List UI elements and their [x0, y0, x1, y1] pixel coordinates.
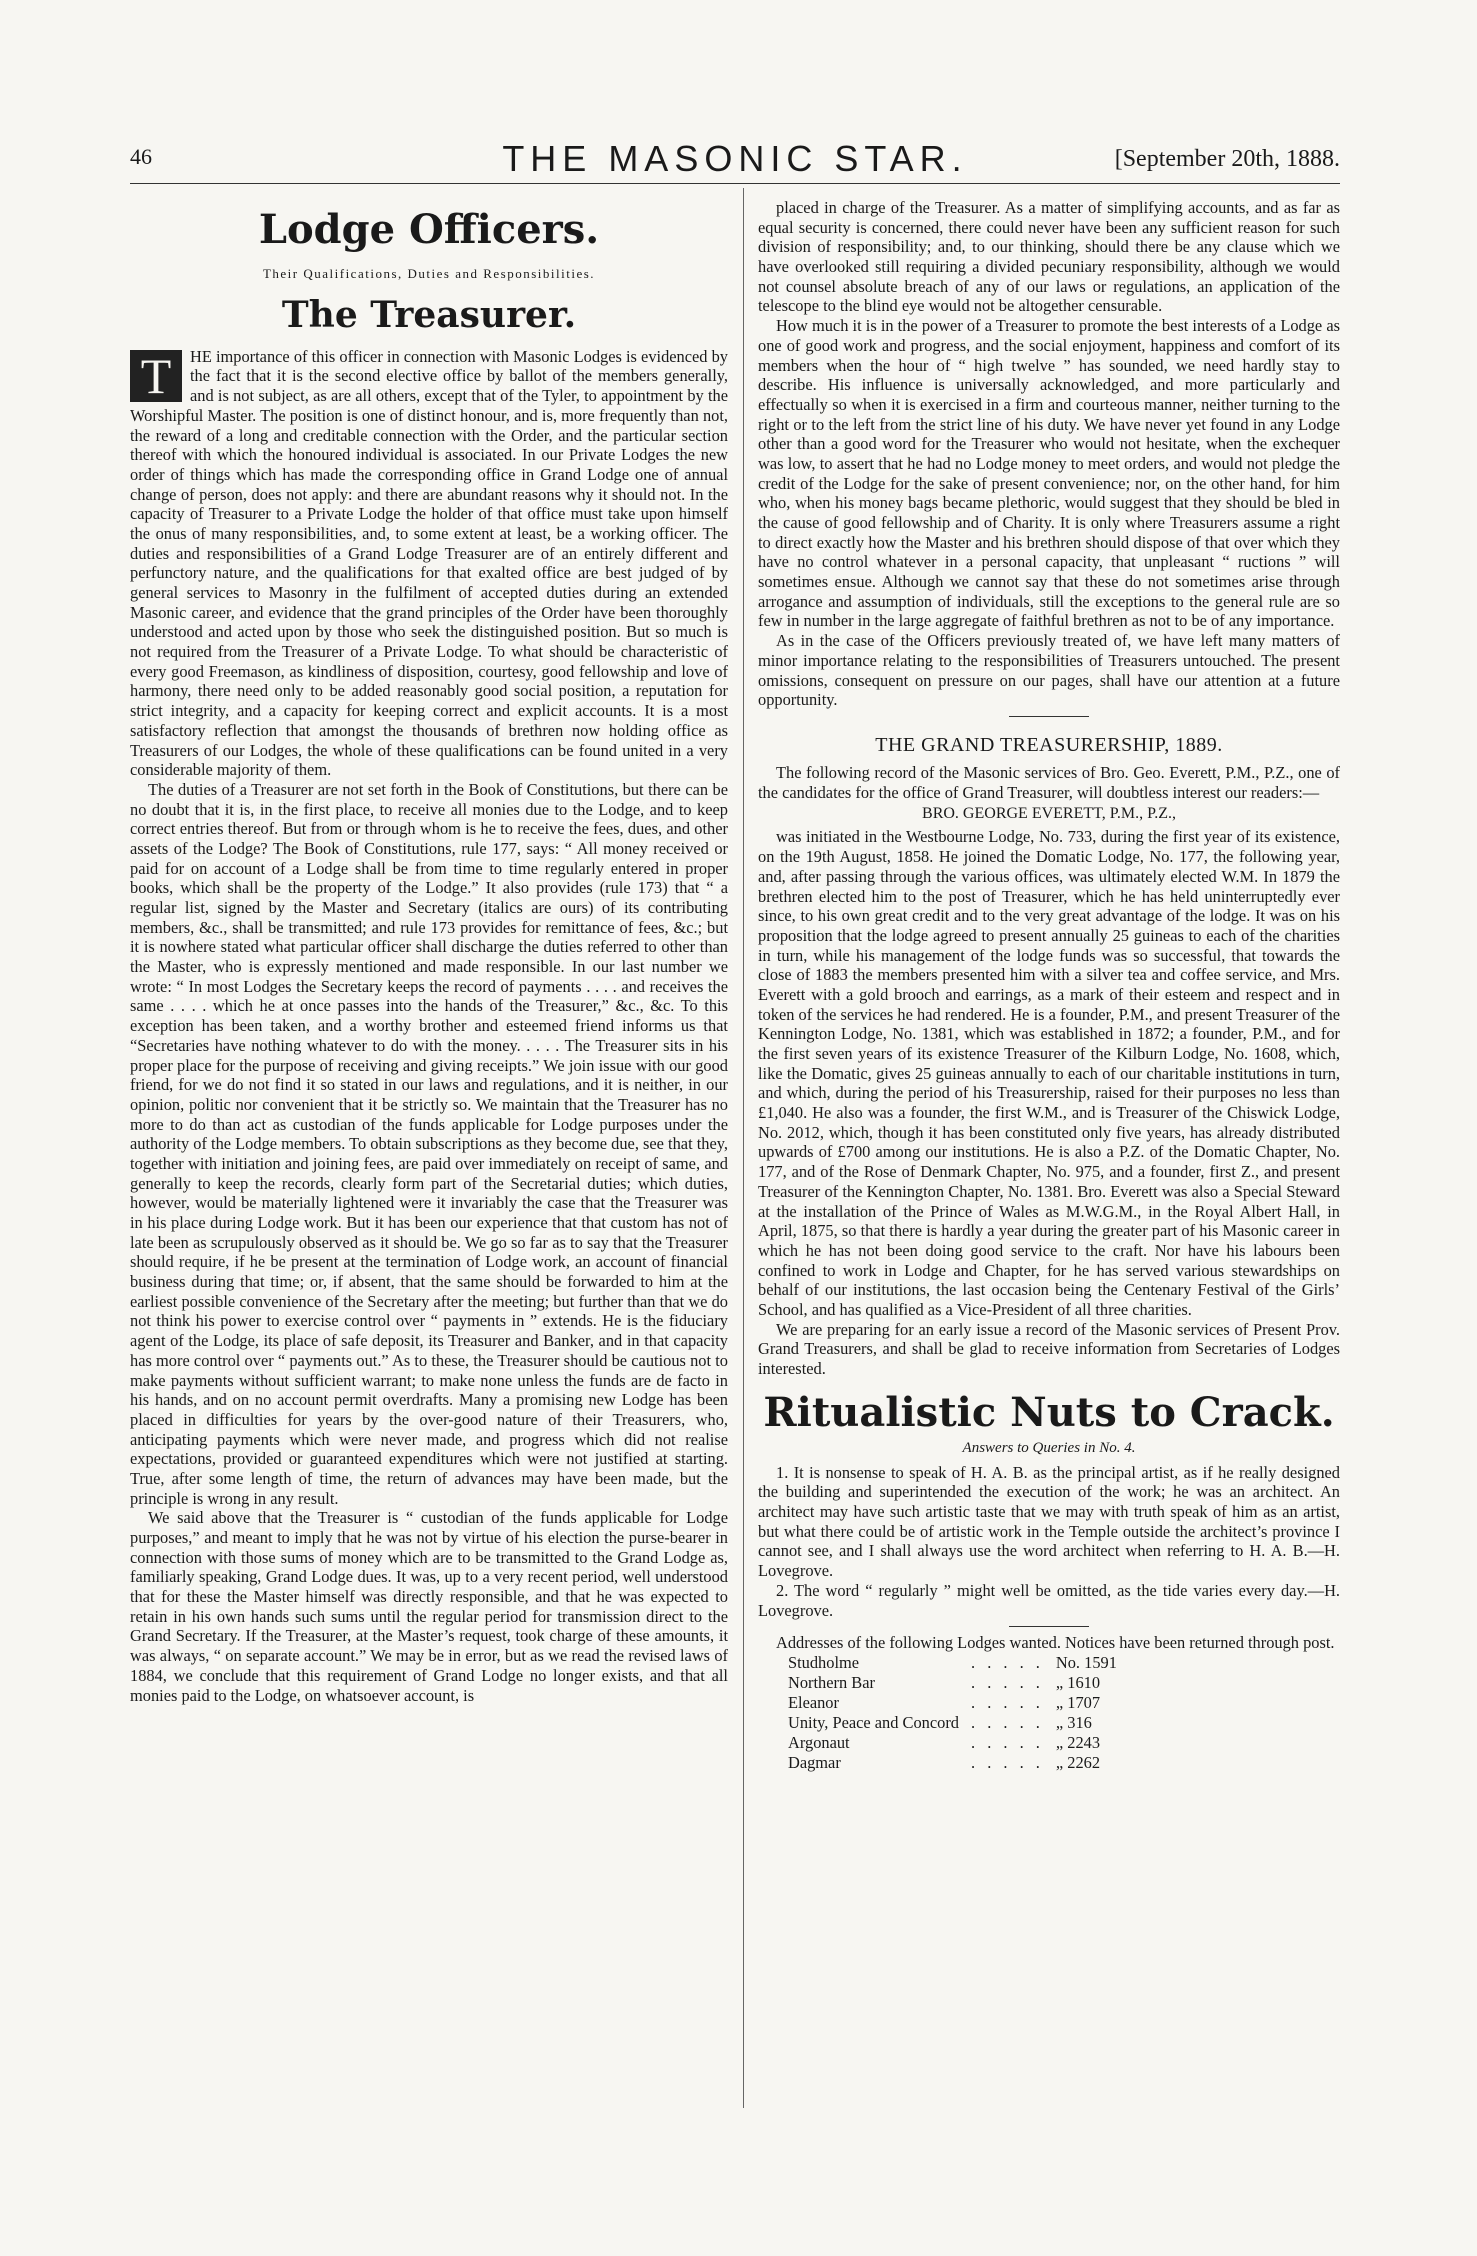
- lodge-name: Northern Bar: [788, 1672, 875, 1692]
- lodge-name: Unity, Peace and Concord: [788, 1712, 959, 1732]
- paragraph: How much it is in the power of a Treasurer to promote the best interests of a Lodge as one of good work and progress, and the social enjoyment, happiness and comfort of its members when the hour of “ high twelve ” has sounded, we need hardly stay to describe. His influence is universally acknowledged, and more particularly and effectually so when it is exercised in a firm and courteous manner, neither turning to the right or to the left from the strict line of his duty. We have never yet found in any Lodge other than a good word for the Treasurer who would not hesitate, when the exchequer was low, to assert that he had no Lodge money to meet orders, and would not pledge the credit of the Lodge for the sake of present convenience; nor, on the other hand, for him who, when his money bags became plethoric, would suggest that they should be bled in the cause of good fellowship and of Charity. It is only where Treasurers assume a right to direct exactly how the Master and his brethren should dispose of that over which they have no control whatever in a personal capacity, that unpleasant “ ructions ” will sometimes ensue. Although we cannot say that these do not sometimes arise through arrogance and assumption of individuals, still the exceptions to the general rule are so few in number in the large aggregate of faithful brethren as not to be of any importance.: [758, 316, 1340, 631]
- paragraph: The following record of the Masonic services of Bro. Geo. Everett, P.M., P.Z., one of the candidates for the office of Grand Treasurer, will doubtless interest our readers:—: [758, 762, 1340, 802]
- lodge-number: „ 1707: [1055, 1692, 1101, 1712]
- page-number: 46: [130, 144, 152, 169]
- paragraph: placed in charge of the Treasurer. As a matter of simplifying accounts, and as far as equal security is concerned, there could never have been any sufficient reason for such division of responsibility; and, to our thinking, should there be any clause which we have overlooked still requiring a divided pecuniary responsibility, although we would not counsel absolute breach of any of our laws or regulations, an application of the telescope to the blind eye would not be altogether censurable.: [758, 198, 1340, 316]
- paragraph: As in the case of the Officers previously treated of, we have left many matters of minor importance relating to the responsibilities of Treasurers untouched. The present omissions, consequent on pressure on our pages, shall have our attention at a future opportunity.: [758, 631, 1340, 710]
- lodge-name: Eleanor: [788, 1692, 839, 1712]
- header-rule: [130, 183, 1340, 184]
- leader-dots: . . . . .: [971, 1732, 1044, 1752]
- everett-record: [758, 827, 1340, 1378]
- section-rule: [1009, 716, 1089, 717]
- page-header: [130, 138, 1340, 178]
- paragraph: was initiated in the Westbourne Lodge, No. 733, during the first year of its existence, on the 19th August, 1858. He joined the Domatic Lodge, No. 177, the following year, and, after passing through the various offices, was ultimately elected W.M. In 1879 the brethren elected him to the post of Treasurer, which he has held uninterruptedly ever since, to his own great credit and to the very great advantage of the lodge. It was on his proposition that the lodge agreed to present annually 25 guineas to each of the charities in turn, while his management of the lodge funds was so successful, that towards the close of 1883 the members presented him with a silver tea and coffee service, and Mrs. Everett with a gold brooch and earrings, as a mark of their esteem and respect and in token of the services he had rendered. He is a founder, P.M., and present Treasurer of the Kennington Lodge, No. 1381, which was established in 1872; a founder, P.M., and for the first seven years of its existence Treasurer of the Kilburn Lodge, No. 1608, which, like the Domatic, gives 25 guineas annually to each of our charitable institutions in turn, and which, during the period of his Treasurership, raised for their purposes no less than £1,040. He also was a founder, the first W.M., and is Treasurer of the Chiswick Lodge, No. 2012, which, though it has been constituted only five years, has already distributed upwards of £700 among our institutions. He is also a P.Z. of the Domatic Chapter, No. 177, and of the Rose of Denmark Chapter, No. 975, and a founder, first Z., and present Treasurer of the Kennington Chapter, No. 1381. Bro. Everett was also a Special Steward at the installation of the Prince of Wales as M.W.G.M., in the Royal Albert Hall, in April, 1875, so that there is hardly a year during the greater part of his Masonic career in which he has not been doing good service to the craft. Nor have his labours been confined to work in Lodge and Chapter, for he has served various stewardships on behalf of our institutions, the last occasion being the Centenary Festival of the Girls’ School, and has qualified as a Vice-President of all three charities.: [758, 827, 1340, 1319]
- lodge-officers-heading: Lodge Officers.: [258, 206, 600, 253]
- drop-cap: T: [130, 350, 182, 402]
- issue-date: [September 20th, 1888.: [1114, 146, 1340, 172]
- article-body: [130, 347, 728, 1705]
- subheading: Their Qualifications, Duties and Responsibilities.: [262, 266, 596, 281]
- lodge-number: „ 2243: [1055, 1732, 1101, 1752]
- answers-subheading: Answers to Queries in No. 4.: [962, 1439, 1136, 1456]
- address-row: [782, 1713, 1123, 1733]
- lodge-number: „ 316: [1055, 1712, 1092, 1732]
- address-row: [782, 1753, 1123, 1773]
- address-row: [782, 1693, 1123, 1713]
- lodge-name: Argonaut: [788, 1732, 850, 1752]
- answer-item: 1. It is nonsense to speak of H. A. B. as the principal artist, as if he really designed the building and superintended the execution of the work; he was an architect. An architect may have such artistic taste that we may with truth speak of him as an artist, but what there could be of artistic work in the Temple outside the architect’s province I cannot see, and I shall always use the word architect when referring to H. A. B.—H. Lovegrove.: [758, 1462, 1340, 1581]
- column-divider: [743, 188, 744, 2108]
- publication-title: THE MASONIC STAR.: [502, 138, 968, 179]
- treasurer-heading: The Treasurer.: [281, 293, 577, 336]
- leader-dots: . . . . .: [971, 1752, 1044, 1772]
- right-column: [758, 198, 1340, 1773]
- paragraph: The duties of a Treasurer are not set forth in the Book of Constitutions, but there can be no doubt that it is, in the first place, to receive all monies due to the Lodge, and to keep correct entries thereof. But from or through whom is he to receive the fees, dues, and other assets of the Lodge? The Book of Constitutions, rule 177, says: “ All money received or paid for on account of a Lodge shall be from time to time regularly entered in proper books, which shall be the property of the Lodge.” It also provides (rule 173) that “ a regular list, signed by the Master and Secretary (italics are ours) of its contributing members, &c., shall be transmitted; and rule 173 provides for remittance of fees, &c.; but it is nowhere stated what particular officer shall discharge the duties referred to other than the Master, who is expressly mentioned and made responsible. In our last number we wrote: “ In most Lodges the Secretary keeps the record of payments . . . . and receives the same . . . . which he at once passes into the hands of the Treasurer,” &c., &c. To this exception has been taken, and a worthy brother and esteemed friend informs us that “Secretaries have nothing whatever to do with the money. . . . . The Treasurer sits in his proper place for the purpose of receiving and giving receipts.” We join issue with our good friend, for we do not find it so stated in our laws and regulations, and it is neither, in our opinion, politic nor convenient that it be strictly so. We maintain that the Treasurer has no more to do than act as custodian of the funds applicable for Lodge purposes under the authority of the Lodge members. To obtain subscriptions as they become due, see that they, together with initiation and joining fees, are paid over immediately on receipt of same, and generally to keep the records, clearly form part of the Secretarial duties; which duties, however, would be materially lightened were it invariably the case that the Treasurer was in his place during Lodge work. But it has been our experience that that custom has not of late been as scrupulously observed as it should be. We go so far as to say that the Treasurer should require, if he be present at the termination of Lodge work, an account of financial business during that time; or, if absent, that the same should be forwarded to him at the earliest possible convenience of the Secretary after the meeting; but further than that we do not think his power to exercise control over “ payments in ” extends. He is the fiduciary agent of the Lodge, its place of safe deposit, its Treasurer and Banker, and in that capacity has more control over “ payments out.” As to these, the Treasurer should be cautious not to make payments without sufficient warrant; to make none unless the funds are de facto in his hands, and on no account permit overdrafts. Many a promising new Lodge has been placed in difficulties for years by the over-good nature of their Treasurers, who, anticipating payments which were never made, and progress which did not realise expectations, provided or guaranteed expenditures which were not justified at starting. True, after some length of time, the return of advances may have been made, but the principle is wrong in any result.: [130, 779, 728, 1508]
- paragraph: We are preparing for an early issue a record of the Masonic services of Present Prov. Grand Treasurers, and shall be glad to receive information from Secretaries of Lodges interested.: [758, 1319, 1340, 1378]
- bro-everett-heading: BRO. GEORGE EVERETT, P.M., P.Z.,: [922, 805, 1176, 823]
- lodge-number: „ 2262: [1055, 1752, 1101, 1772]
- addresses-intro: Addresses of the following Lodges wanted. Notices have been returned through post.: [776, 1633, 1335, 1653]
- grand-treasurership-heading: THE GRAND TREASURERSHIP, 1889.: [875, 733, 1223, 756]
- article-continuation: [758, 198, 1340, 710]
- leader-dots: . . . . .: [971, 1652, 1044, 1672]
- lodge-name: Studholme: [788, 1652, 860, 1672]
- address-row: [782, 1653, 1123, 1673]
- address-row: [782, 1673, 1123, 1693]
- grand-intro: [758, 763, 1340, 802]
- leader-dots: . . . . .: [971, 1712, 1044, 1732]
- lodge-number: „ 1610: [1055, 1672, 1101, 1692]
- lodge-number: No. 1591: [1055, 1652, 1117, 1672]
- lodge-name: Dagmar: [788, 1752, 841, 1772]
- addresses-table: [782, 1653, 1123, 1773]
- answers-list: [758, 1463, 1340, 1621]
- address-row: [782, 1733, 1123, 1753]
- section-rule: [1009, 1626, 1089, 1627]
- paragraph: We said above that the Treasurer is “ custodian of the funds applicable for Lodge purposes,” and meant to imply that he was not by virtue of his election the purse-bearer in connection with those sums of money which are to be transmitted to the Grand Lodge as, familiarly speaking, Grand Lodge dues. It was, up to a very recent period, well understood that for these the Master himself was directly responsible, and that he was expected to retain in his own hands such sums until the regular period for transmission direct to the Grand Secretary. If the Treasurer, at the Master’s request, took charge of these amounts, it was always, “ on separate account.” We may be in error, but as we read the revised laws of 1884, we conclude that this requirement of Grand Lodge no longer exists, and that all monies paid to the Lodge, on whatsoever account, is: [130, 1508, 728, 1705]
- left-column: [130, 198, 728, 1705]
- ritualistic-heading: Ritualistic Nuts to Crack.: [763, 1388, 1335, 1436]
- answer-item: 2. The word “ regularly ” might well be omitted, as the tide varies every day.—H. Lovegrove.: [758, 1580, 1340, 1620]
- leader-dots: . . . . .: [971, 1672, 1044, 1692]
- leader-dots: . . . . .: [971, 1692, 1044, 1712]
- paragraph: HE importance of this officer in connection with Masonic Lodges is evidenced by the fact that it is the second elective office by ballot of the members generally, and is not subject, as are all others, except that of the Tyler, to appointment by the Worshipful Master. The position is one of distinct honour, and is, more frequently than not, the reward of a long and creditable connection with the Order, and the particular section thereof with which the honoured individual is associated. In our Private Lodges the new order of things which has made the corresponding office in Grand Lodge one of annual change of person, does not apply: and there are abundant reasons why it should not. In the capacity of Treasurer to a Private Lodge the holder of that office must take upon himself the onus of many responsibilities, and, to some extent at least, be a working officer. The duties and responsibilities of a Grand Lodge Treasurer are of an entirely different and perfunctory nature, and the qualifications for that exalted office are best judged of by general services to Masonry in the fulfilment of accepted duties during an extended Masonic career, and evidence that the grand principles of the Order have been thoroughly understood and acted upon by those who seek the distinguished position. But so much is not required from the Treasurer of a Private Lodge. To what should be characteristic of every good Freemason, as kindliness of disposition, courtesy, good fellowship and love of harmony, there need only to be added reasonably good social position, a reputation for strict integrity, and a capacity for keeping correct and explicit accounts. It is a most satisfactory reflection that amongst the thousands of brethren now holding office as Treasurers of our Lodges, the whole of these qualifications can be found united in a very considerable majority of them.: [130, 346, 728, 780]
